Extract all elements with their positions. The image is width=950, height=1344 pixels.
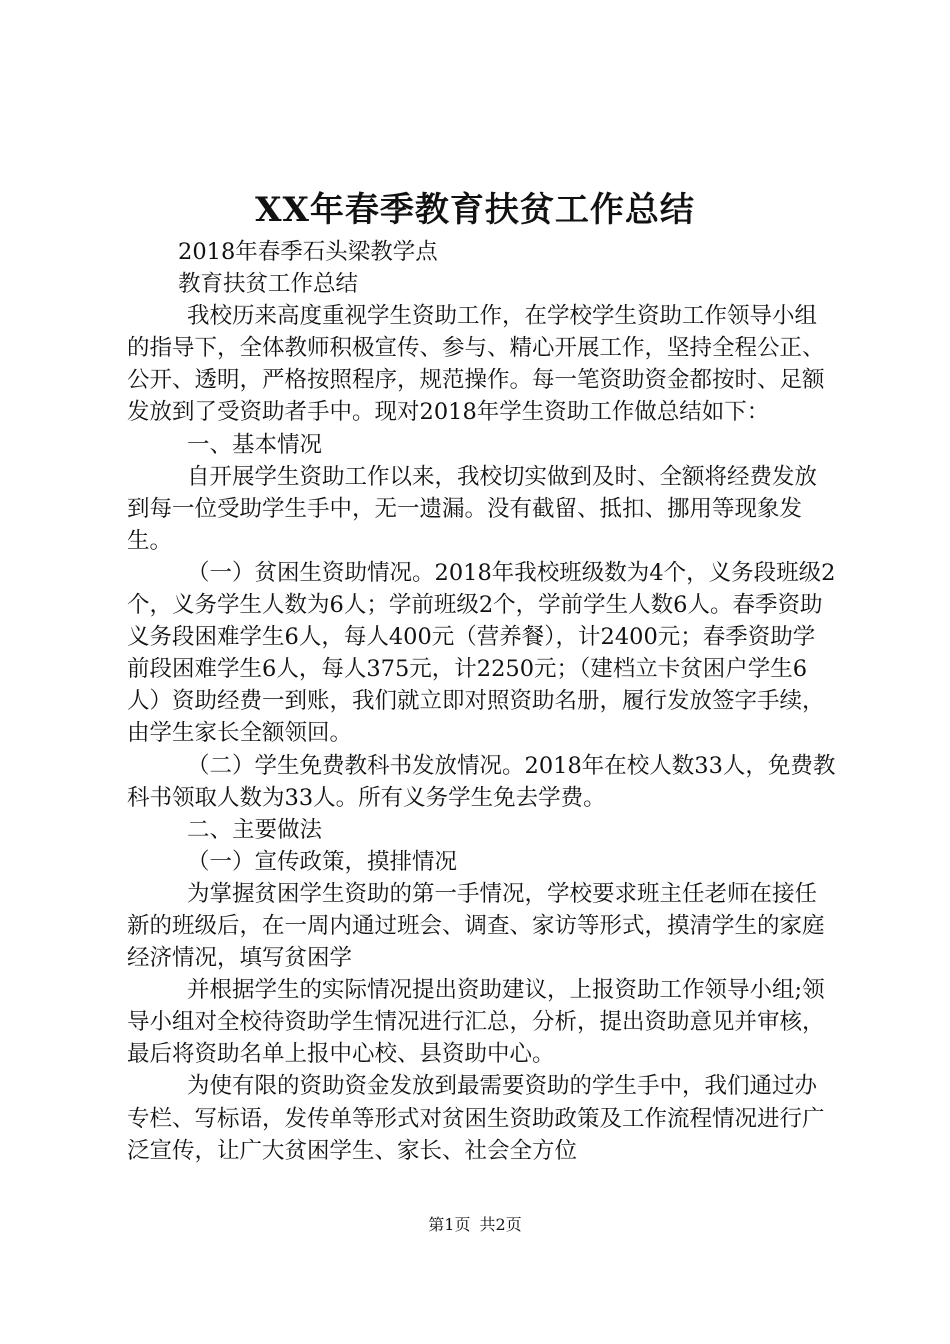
paragraph-publicity: 为使有限的资助资金发放到最需要资助的学生手中，我们通过办专栏、写标语，发传单等形式对贫困生资助政策及工作流程情况进行广泛宣传，让广大贫困学生、家长、社会全方位 [127, 1073, 825, 1164]
paragraph-review: 并根据学生的实际情况提出资助建议，上报资助工作领导小组;领导小组对全校待资助学生情况进行汇总，分析，提出资助意见并审核，最后将资助名单上报中心校、县资助中心。 [127, 977, 825, 1068]
subtitle-line: 教育扶贫工作总结 [178, 271, 359, 298]
subheading-policy: （一）宣传政策，摸排情况 [187, 848, 458, 875]
paragraph-poverty-aid: （一）贫困生资助情况。2018年我校班级数为4个，义务段班级2个，义务学生人数为6人；学前班级2个，学前学生人数6人。春季资助义务段困难学生6人，每人400元（营养餐），计2400元；春季资助学前段困难学生6人，每人375元，计2250元；（建档立卡贫困户学生6人）资助经费一到账，我们就立即对照资助名册，履行发放签字手续，由学生家长全额领回。 [127, 559, 836, 747]
document-title: XX年春季教育扶贫工作总结 [255, 190, 695, 230]
document-body [127, 236, 837, 1167]
paragraph-survey: 为掌握贫困学生资助的第一手情况，学校要求班主任老师在接任新的班级后，在一周内通过班会、调查、家访等形式，摸清学生的家庭经济情况，填写贫困学 [127, 880, 825, 972]
section-heading-methods: 二、主要做法 [187, 816, 323, 843]
school-line: 2018年春季石头梁教学点 [178, 239, 438, 265]
section-heading-basic: 一、基本情况 [187, 431, 323, 458]
page-number: 第1页 共2页 [428, 1215, 522, 1234]
paragraph-intro: 我校历来高度重视学生资助工作，在学校学生资助工作领导小组的指导下，全体教师积极宣传、参与、精心开展工作，坚持全程公正、公开、透明，严格按照程序，规范操作。每一笔资助资金都按时、足额发放到了受资助者手中。现对2018年学生资助工作做总结如下： [127, 303, 825, 426]
paragraph-textbooks: （二）学生免费教科书发放情况。2018年在校人数33人，免费教科书领取人数为33人。所有义务学生免去学费。 [127, 752, 836, 811]
paragraph-basic: 自开展学生资助工作以来，我校切实做到及时、全额将经费发放到每一位受助学生手中，无一遗漏。没有截留、抵扣、挪用等现象发生。 [127, 463, 818, 554]
